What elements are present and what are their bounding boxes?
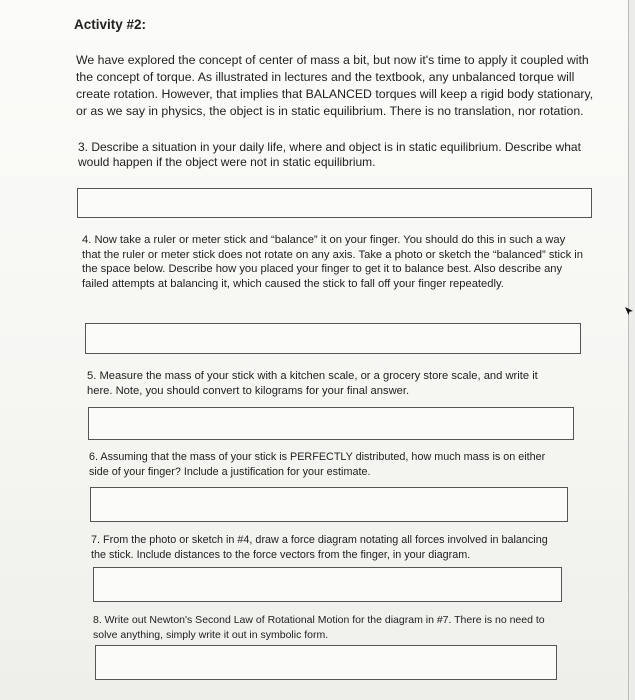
question-3-text: 3. Describe a situation in your daily life, where and object is in static equilibrium. Describe what would happen if the object were not in static equilibrium. [78, 140, 581, 169]
question-8-text: 8. Write out Newton's Second Law of Rotational Motion for the diagram in #7. There is no need to solve anything, simply write it out in symbolic form. [93, 614, 545, 641]
question-3-answer-box[interactable] [77, 188, 592, 218]
mouse-cursor-icon [624, 306, 634, 316]
question-8-answer-box[interactable] [95, 645, 557, 680]
question-4-text: 4. Now take a ruler or meter stick and “balance” it on your finger. You should do this in such a way that the ruler or meter stick does not rotate on any axis. Take a photo or sketch the “balanced” stick in the space below. Describe how you placed your finger to get it to balance best. Also describe any failed attempts at balancing it, which caused the stick to fall off your finger repeatedly. [82, 234, 584, 290]
question-4-answer-box[interactable] [85, 323, 581, 354]
question-7-answer-box[interactable] [93, 567, 562, 602]
question-5-answer-box[interactable] [88, 407, 574, 440]
intro-paragraph: We have explored the concept of center of mass a bit, but now it's time to apply it coupled with the concept of torque. As illustrated in lectures and the textbook, any unbalanced torque will create rotation. However, that implies that BALANCED torques will keep a rigid body stationary, or as we say in physics, the object is in static equilibrium. There is no translation, nor rotation. [76, 53, 594, 118]
activity-title: Activity #2: [74, 17, 147, 32]
question-7-text: 7. From the photo or sketch in #4, draw a force diagram notating all forces involved in balancing the stick. Include distances to the force vectors from the finger, in your diagram. [91, 534, 548, 561]
question-5-text: 5. Measure the mass of your stick with a kitchen scale, or a grocery store scale, and write it here. Note, you should convert to kilograms for your final answer. [87, 370, 538, 397]
question-6-answer-box[interactable] [90, 487, 568, 522]
question-6-text: 6. Assuming that the mass of your stick is PERFECTLY distributed, how much mass is on either side of your finger? Include a justification for your estimate. [89, 451, 546, 478]
